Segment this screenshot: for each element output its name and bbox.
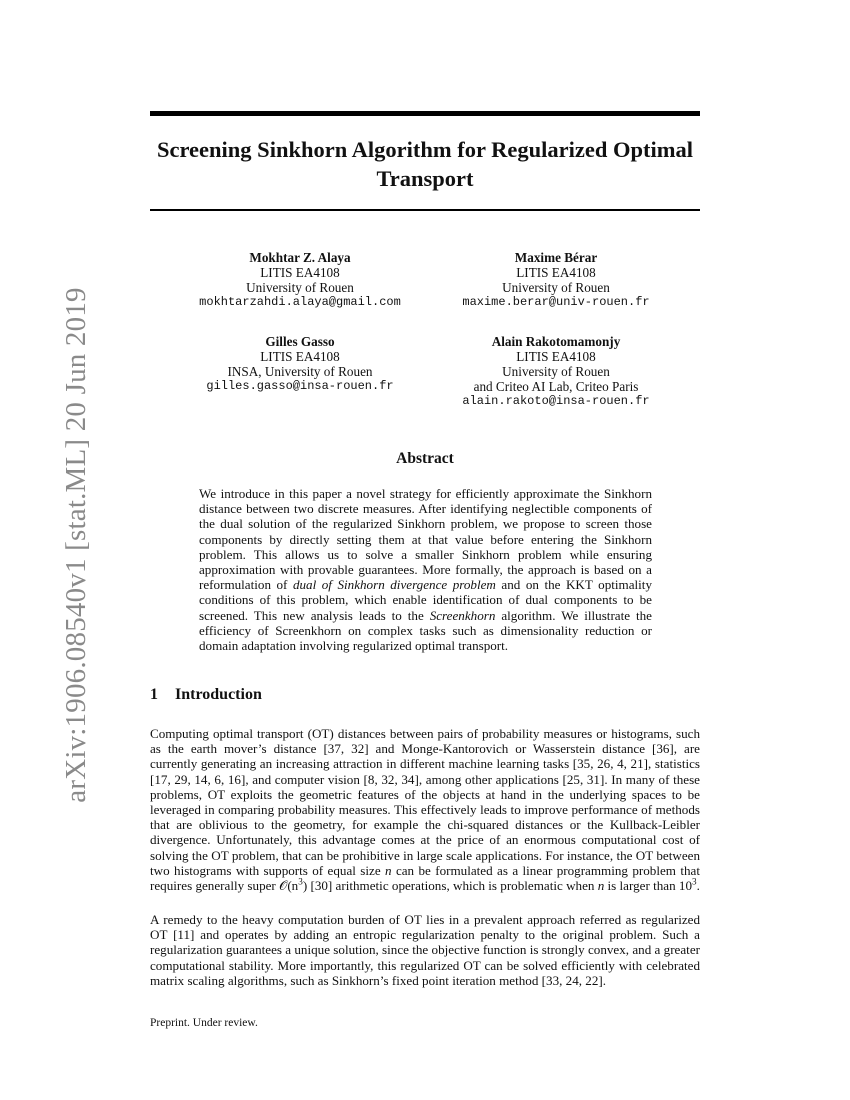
section-title: Introduction (175, 686, 262, 703)
author-affiliation: LITIS EA4108 (516, 349, 596, 364)
author-block (160, 250, 440, 310)
preprint-footer: Preprint. Under review. (150, 1017, 258, 1029)
section-number: 1 (150, 686, 158, 703)
intro-paragraph: A remedy to the heavy computation burden of OT lies in a prevalent approach referred as regularized OT [11] and operates by adding an entropic regularization penalty to the original problem. Such a regularization guarantees a unique solution, since the objective function is strongly convex, and a greater computational stability. More importantly, this regularized OT can be solved efficiently with celebrated matrix scaling algorithms, such as Sinkhorn’s fixed point iteration method [33, 24, 22]. (150, 912, 700, 988)
author-affiliation: University of Rouen (502, 364, 610, 379)
author-email: alain.rakoto@insa-rouen.fr (462, 394, 650, 408)
author-block (160, 334, 440, 394)
author-name: Mokhtar Z. Alaya (249, 250, 351, 265)
author-name: Alain Rakotomamonjy (491, 334, 621, 349)
author-name: Maxime Bérar (514, 250, 598, 265)
author-email: mokhtarzahdi.alaya@gmail.com (199, 295, 401, 309)
author-affiliation: INSA, University of Rouen (227, 364, 373, 379)
intro-paragraph: Computing optimal transport (OT) distances between pairs of probability measures or histograms, such as the earth mover’s distance [37, 32] and Monge-Kantorovich or Wasserstein distance [36], are currently generating an increasing attraction in different machine learning tasks [35, 26, 4, 21], statistics [17, 29, 14, 6, 16], and computer vision [8, 32, 34], among other applications [25, 31]. In many of these problems, OT exploits the geometric features of the objects at hand in the underlying spaces to be leveraged in comparing probability measures. This effectively leads to improve performance of methods that are oblivious to the geometry, for example the chi-squared distances or the Kullback-Leibler divergence. Unfortunately, this advantage comes at the price of an enormous computational cost of solving the OT problem, that can be prohibitive in large scale applications. For instance, the OT between two histograms with supports of equal size n can be formulated as a linear programming problem that requires generally super $𝒪(n^3)$ [30] arithmetic operations, which is problematic when n is larger than $10^3$. (150, 726, 700, 894)
section-heading (150, 686, 262, 704)
author-affiliation: LITIS EA4108 (260, 265, 340, 280)
author-block (416, 250, 696, 310)
author-affiliation: LITIS EA4108 (516, 265, 596, 280)
author-affiliation: University of Rouen (502, 280, 610, 295)
author-affiliation: LITIS EA4108 (260, 349, 340, 364)
author-block (416, 334, 696, 409)
author-affiliation: and Criteo AI Lab, Criteo Paris (473, 379, 639, 394)
title-top-rule (150, 111, 700, 116)
abstract-body: We introduce in this paper a novel strategy for efficiently approximate the Sinkhorn distance between two discrete measures. After identifying neglectible components of the dual solution of the regularized Sinkhorn problem, we propose to screen those components by directly setting them at that value before entering the Sinkhorn problem. This allows us to solve a smaller Sinkhorn problem while ensuring approximation with provable guarantees. More formally, the approach is based on a reformulation of dual of Sinkhorn divergence problem and on the KKT optimality conditions of this problem, which enable identification of dual components to be screened. This new analysis leads to the Screenkhorn algorithm. We illustrate the efficiency of Screenkhorn on complex tasks such as dimensionality reduction or domain adaptation involving regularized optimal transport. (199, 486, 652, 654)
title-bottom-rule (150, 209, 700, 211)
paper-title: Screening Sinkhorn Algorithm for Regularized Optimal Transport (156, 137, 694, 191)
author-affiliation: University of Rouen (246, 280, 354, 295)
arxiv-identifier: arXiv:1906.08540v1 [stat.ML] 20 Jun 2019 (60, 287, 92, 803)
author-name: Gilles Gasso (265, 334, 335, 349)
abstract-heading: Abstract (396, 450, 454, 467)
author-email: gilles.gasso@insa-rouen.fr (206, 379, 394, 393)
author-email: maxime.berar@univ-rouen.fr (462, 295, 650, 309)
